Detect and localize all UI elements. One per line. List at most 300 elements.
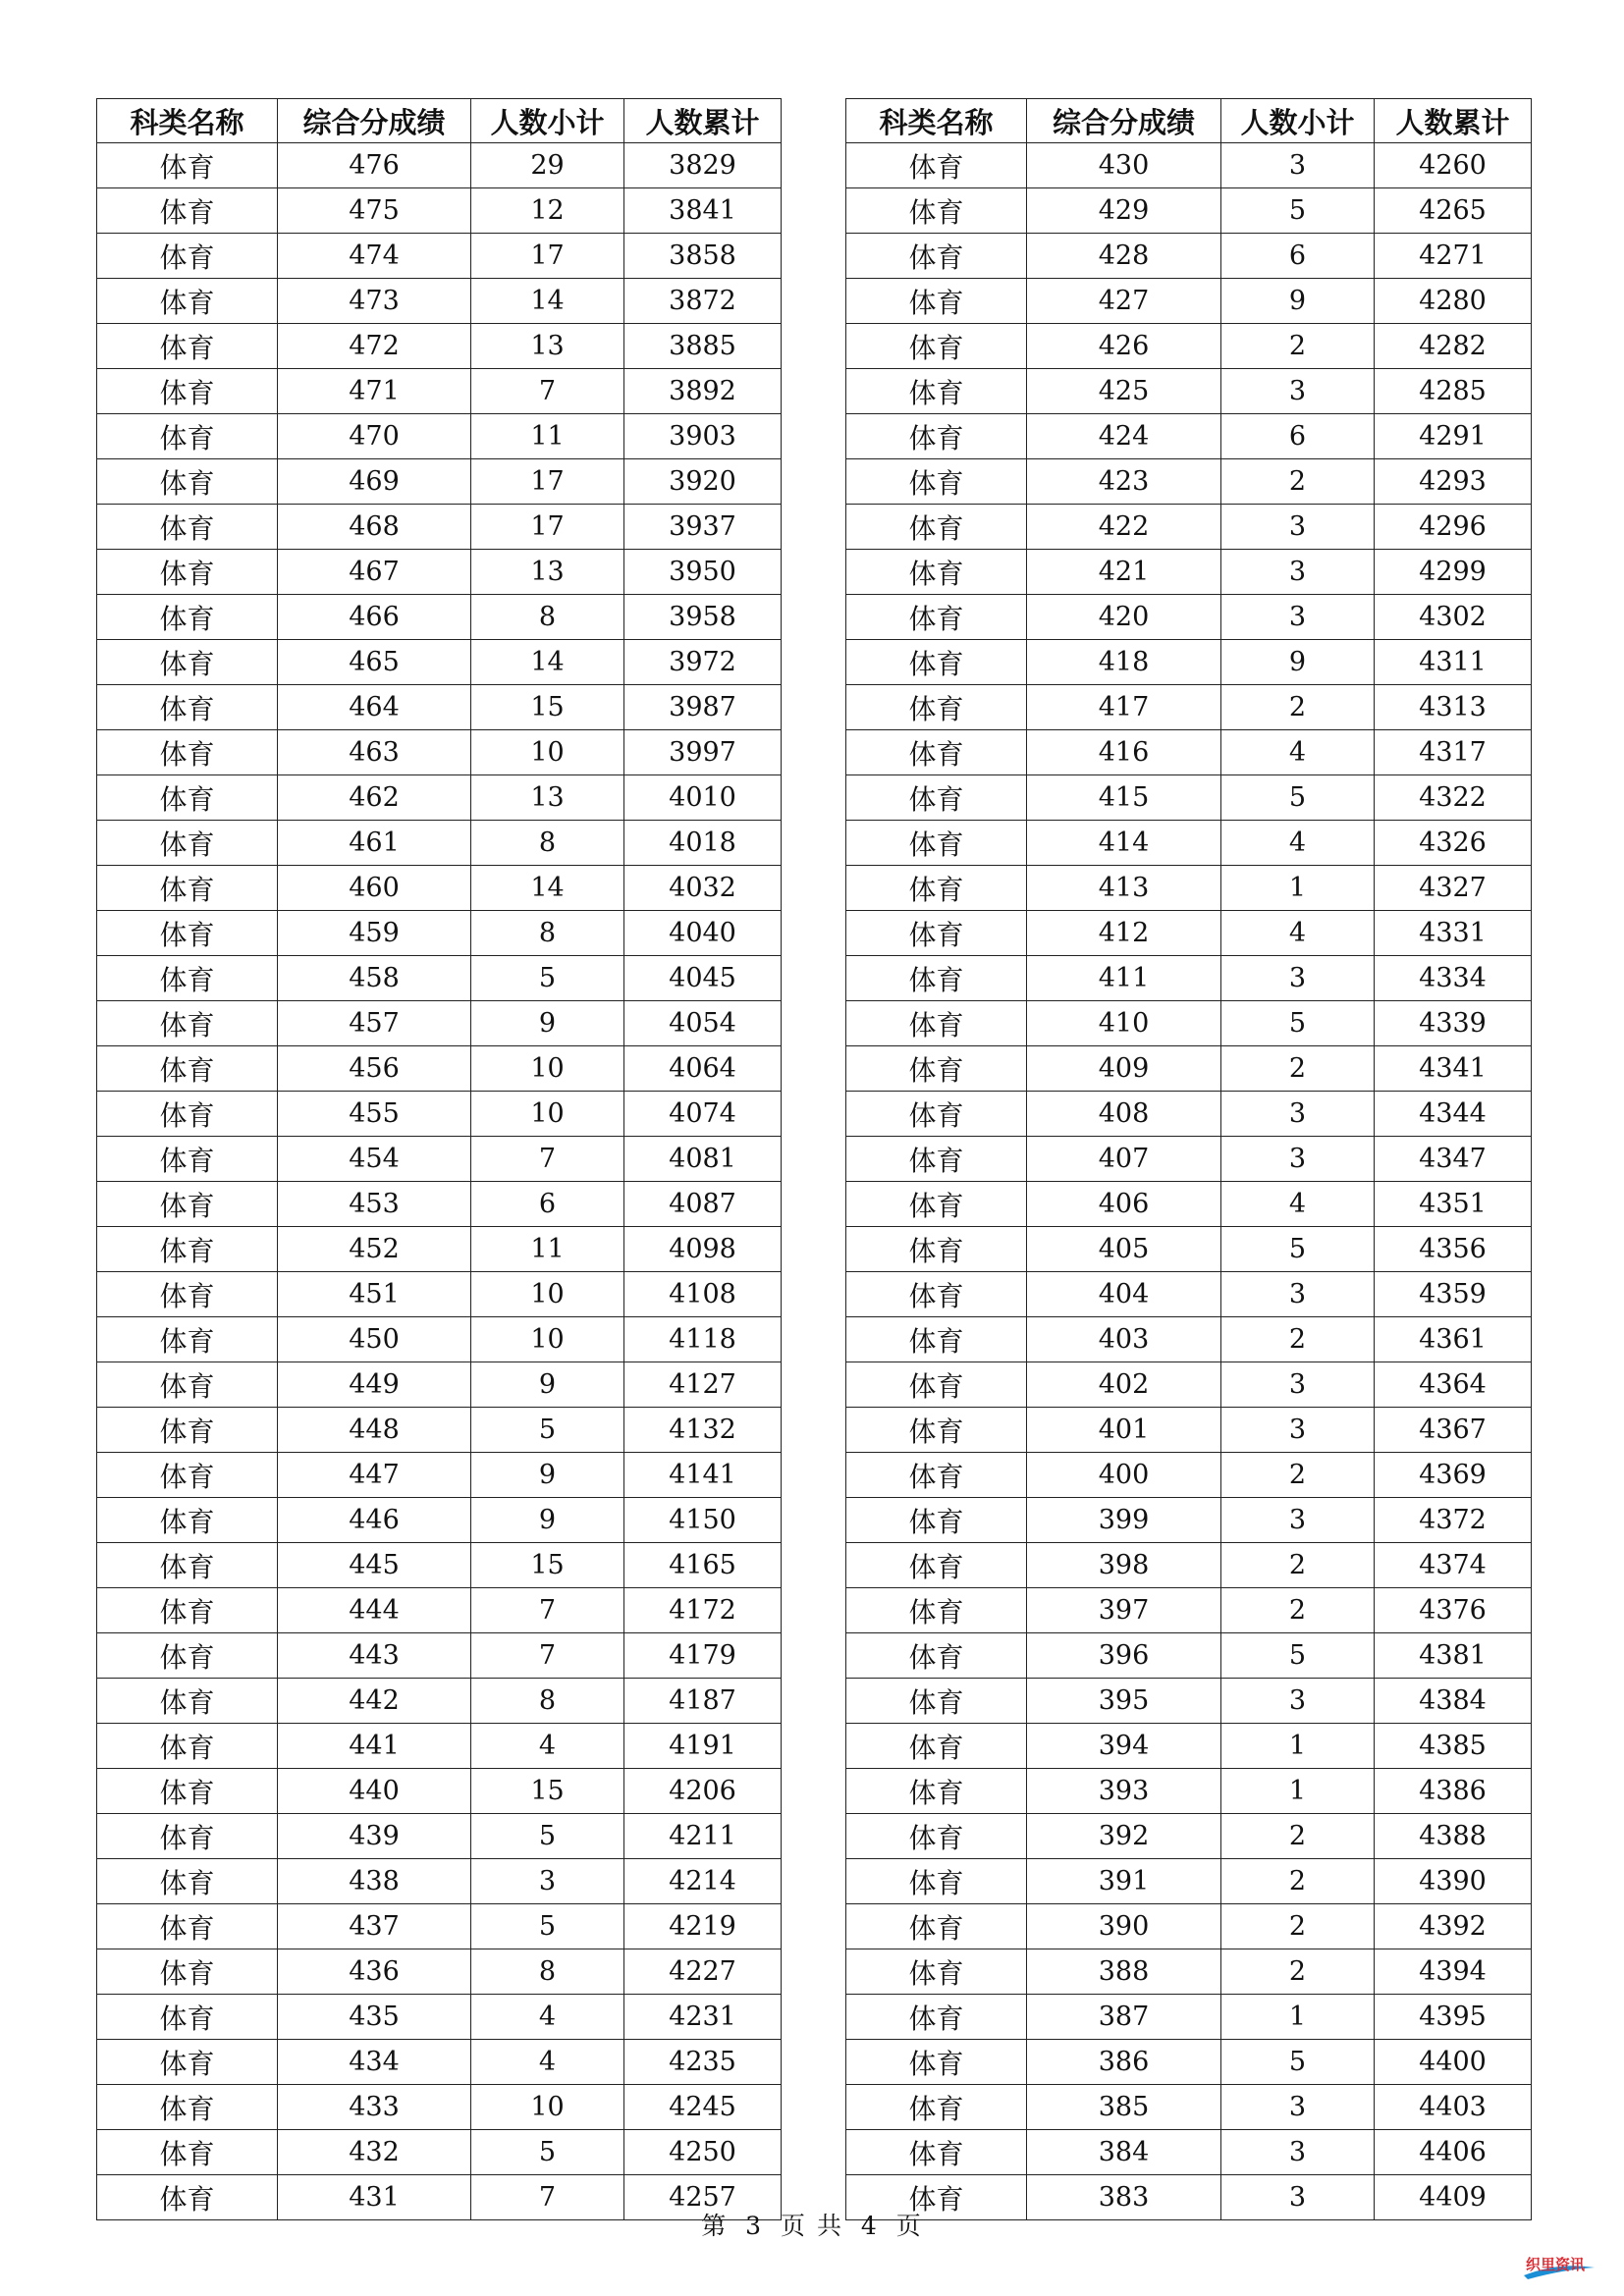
- cell-count: 5: [1221, 1227, 1375, 1272]
- table-row: [846, 2130, 1532, 2175]
- cell-category: 体育: [97, 234, 278, 279]
- cell-score: 420: [1027, 595, 1221, 640]
- cell-score: 432: [278, 2130, 471, 2175]
- cell-count: 3: [1221, 505, 1375, 550]
- cell-score: 401: [1027, 1408, 1221, 1453]
- cell-category: 体育: [846, 459, 1027, 505]
- cell-score: 406: [1027, 1182, 1221, 1227]
- table-row: [97, 234, 782, 279]
- cell-category: 体育: [846, 1814, 1027, 1859]
- cell-cumulative: 4141: [624, 1453, 782, 1498]
- table-row: [846, 1453, 1532, 1498]
- cell-cumulative: 4347: [1375, 1137, 1532, 1182]
- cell-count: 3: [1221, 956, 1375, 1001]
- table-row: [846, 685, 1532, 730]
- table-header-row: [97, 99, 782, 143]
- table-row: [97, 2085, 782, 2130]
- cell-count: 4: [471, 2040, 624, 2085]
- table-row: [846, 1227, 1532, 1272]
- cell-cumulative: 3950: [624, 550, 782, 595]
- cell-category: 体育: [846, 1588, 1027, 1633]
- table-row: [97, 775, 782, 821]
- table-header-row: [846, 99, 1532, 143]
- cell-score: 461: [278, 821, 471, 866]
- cell-category: 体育: [97, 1724, 278, 1769]
- cell-cumulative: 4087: [624, 1182, 782, 1227]
- cell-cumulative: 4394: [1375, 1949, 1532, 1995]
- cell-cumulative: 4172: [624, 1588, 782, 1633]
- cell-count: 3: [1221, 1137, 1375, 1182]
- cell-count: 10: [471, 1317, 624, 1362]
- cell-count: 8: [471, 821, 624, 866]
- cell-count: 4: [1221, 730, 1375, 775]
- table-row: [846, 234, 1532, 279]
- table-row: [846, 595, 1532, 640]
- cell-category: 体育: [97, 956, 278, 1001]
- cell-count: 14: [471, 866, 624, 911]
- cell-cumulative: 4386: [1375, 1769, 1532, 1814]
- cell-score: 440: [278, 1769, 471, 1814]
- cell-cumulative: 4384: [1375, 1679, 1532, 1724]
- cell-cumulative: 3987: [624, 685, 782, 730]
- cell-score: 468: [278, 505, 471, 550]
- table-row: [846, 550, 1532, 595]
- cell-score: 447: [278, 1453, 471, 1498]
- footer-prefix: 第: [701, 2212, 729, 2240]
- cell-cumulative: 4367: [1375, 1408, 1532, 1453]
- cell-cumulative: 3920: [624, 459, 782, 505]
- cell-category: 体育: [846, 1543, 1027, 1588]
- cell-count: 10: [471, 1046, 624, 1092]
- cell-count: 10: [471, 730, 624, 775]
- cell-cumulative: 4400: [1375, 2040, 1532, 2085]
- cell-cumulative: 4214: [624, 1859, 782, 1904]
- cell-score: 408: [1027, 1092, 1221, 1137]
- cell-score: 428: [1027, 234, 1221, 279]
- table-row: [846, 1362, 1532, 1408]
- cell-count: 10: [471, 1092, 624, 1137]
- table-row: [97, 505, 782, 550]
- table-row: [97, 1588, 782, 1633]
- table-row: [846, 1046, 1532, 1092]
- cell-count: 7: [471, 1633, 624, 1679]
- cell-category: 体育: [846, 1001, 1027, 1046]
- cell-cumulative: 4341: [1375, 1046, 1532, 1092]
- cell-score: 429: [1027, 188, 1221, 234]
- cell-cumulative: 4296: [1375, 505, 1532, 550]
- header-cumulative: 人数累计: [624, 99, 782, 143]
- cell-category: 体育: [846, 1272, 1027, 1317]
- cell-count: 9: [471, 1001, 624, 1046]
- cell-category: 体育: [846, 279, 1027, 324]
- cell-cumulative: 4372: [1375, 1498, 1532, 1543]
- table-row: [846, 956, 1532, 1001]
- cell-score: 455: [278, 1092, 471, 1137]
- cell-score: 396: [1027, 1633, 1221, 1679]
- cell-count: 29: [471, 143, 624, 188]
- cell-category: 体育: [97, 2040, 278, 2085]
- cell-score: 407: [1027, 1137, 1221, 1182]
- cell-cumulative: 4390: [1375, 1859, 1532, 1904]
- cell-category: 体育: [846, 1137, 1027, 1182]
- cell-score: 443: [278, 1633, 471, 1679]
- table-row: [846, 911, 1532, 956]
- cell-count: 3: [1221, 2175, 1375, 2220]
- cell-cumulative: 3858: [624, 234, 782, 279]
- cell-count: 3: [1221, 1272, 1375, 1317]
- cell-count: 3: [1221, 1679, 1375, 1724]
- cell-count: 5: [471, 2130, 624, 2175]
- cell-score: 469: [278, 459, 471, 505]
- cell-count: 1: [1221, 1995, 1375, 2040]
- cell-count: 8: [471, 1679, 624, 1724]
- cell-count: 13: [471, 775, 624, 821]
- table-row: [97, 1814, 782, 1859]
- cell-cumulative: 4285: [1375, 369, 1532, 414]
- cell-category: 体育: [846, 1633, 1027, 1679]
- cell-category: 体育: [846, 369, 1027, 414]
- table-row: [846, 1814, 1532, 1859]
- header-cumulative: 人数累计: [1375, 99, 1532, 143]
- table-row: [846, 459, 1532, 505]
- cell-category: 体育: [97, 550, 278, 595]
- cell-score: 433: [278, 2085, 471, 2130]
- cell-count: 2: [1221, 1859, 1375, 1904]
- cell-score: 459: [278, 911, 471, 956]
- cell-score: 417: [1027, 685, 1221, 730]
- cell-cumulative: 4187: [624, 1679, 782, 1724]
- table-row: [846, 1092, 1532, 1137]
- cell-category: 体育: [97, 279, 278, 324]
- cell-category: 体育: [846, 1092, 1027, 1137]
- cell-count: 7: [471, 1137, 624, 1182]
- table-row: [97, 1859, 782, 1904]
- table-row: [846, 2085, 1532, 2130]
- cell-category: 体育: [846, 866, 1027, 911]
- cell-score: 414: [1027, 821, 1221, 866]
- cell-count: 14: [471, 279, 624, 324]
- cell-category: 体育: [97, 1588, 278, 1633]
- cell-category: 体育: [97, 685, 278, 730]
- watermark-logo: [1520, 2246, 1598, 2285]
- cell-score: 467: [278, 550, 471, 595]
- table-row: [846, 143, 1532, 188]
- header-count: 人数小计: [1221, 99, 1375, 143]
- cell-category: 体育: [97, 1949, 278, 1995]
- table-row: [846, 1137, 1532, 1182]
- cell-score: 439: [278, 1814, 471, 1859]
- cell-category: 体育: [846, 2175, 1027, 2220]
- cell-cumulative: 4150: [624, 1498, 782, 1543]
- cell-score: 454: [278, 1137, 471, 1182]
- cell-cumulative: 4010: [624, 775, 782, 821]
- header-category: 科类名称: [846, 99, 1027, 143]
- cell-count: 5: [1221, 1633, 1375, 1679]
- cell-score: 441: [278, 1724, 471, 1769]
- cell-cumulative: 4165: [624, 1543, 782, 1588]
- cell-count: 4: [471, 1724, 624, 1769]
- cell-cumulative: 4132: [624, 1408, 782, 1453]
- cell-score: 418: [1027, 640, 1221, 685]
- cell-cumulative: 4235: [624, 2040, 782, 2085]
- cell-count: 7: [471, 2175, 624, 2220]
- cell-count: 3: [1221, 1408, 1375, 1453]
- cell-count: 4: [1221, 1182, 1375, 1227]
- cell-category: 体育: [97, 1498, 278, 1543]
- cell-cumulative: 3997: [624, 730, 782, 775]
- cell-score: 444: [278, 1588, 471, 1633]
- cell-cumulative: 4311: [1375, 640, 1532, 685]
- cell-category: 体育: [846, 414, 1027, 459]
- cell-score: 388: [1027, 1949, 1221, 1995]
- cell-category: 体育: [97, 595, 278, 640]
- cell-category: 体育: [846, 1769, 1027, 1814]
- cell-category: 体育: [97, 1814, 278, 1859]
- table-row: [97, 1317, 782, 1362]
- cell-score: 427: [1027, 279, 1221, 324]
- table-row: [846, 1317, 1532, 1362]
- cell-cumulative: 4409: [1375, 2175, 1532, 2220]
- cell-score: 463: [278, 730, 471, 775]
- cell-count: 11: [471, 1227, 624, 1272]
- cell-score: 399: [1027, 1498, 1221, 1543]
- cell-score: 412: [1027, 911, 1221, 956]
- cell-category: 体育: [97, 775, 278, 821]
- cell-cumulative: 4219: [624, 1904, 782, 1949]
- cell-cumulative: 3885: [624, 324, 782, 369]
- cell-count: 17: [471, 234, 624, 279]
- cell-count: 15: [471, 1543, 624, 1588]
- cell-cumulative: 4344: [1375, 1092, 1532, 1137]
- table-row: [97, 1633, 782, 1679]
- cell-cumulative: 4245: [624, 2085, 782, 2130]
- cell-score: 438: [278, 1859, 471, 1904]
- table-row: [846, 821, 1532, 866]
- cell-category: 体育: [846, 1182, 1027, 1227]
- cell-cumulative: 4018: [624, 821, 782, 866]
- cell-score: 472: [278, 324, 471, 369]
- table-row: [97, 369, 782, 414]
- table-row: [846, 1543, 1532, 1588]
- cell-score: 449: [278, 1362, 471, 1408]
- table-row: [97, 1904, 782, 1949]
- cell-cumulative: 3972: [624, 640, 782, 685]
- cell-cumulative: 4179: [624, 1633, 782, 1679]
- cell-score: 391: [1027, 1859, 1221, 1904]
- cell-count: 11: [471, 414, 624, 459]
- cell-category: 体育: [846, 2040, 1027, 2085]
- cell-category: 体育: [846, 1724, 1027, 1769]
- table-row: [97, 1498, 782, 1543]
- cell-score: 442: [278, 1679, 471, 1724]
- cell-count: 3: [1221, 2085, 1375, 2130]
- cell-count: 3: [1221, 550, 1375, 595]
- cell-count: 1: [1221, 866, 1375, 911]
- cell-cumulative: 4054: [624, 1001, 782, 1046]
- cell-count: 2: [1221, 1453, 1375, 1498]
- cell-category: 体育: [846, 1679, 1027, 1724]
- cell-count: 3: [1221, 1362, 1375, 1408]
- cell-cumulative: 3841: [624, 188, 782, 234]
- cell-category: 体育: [846, 730, 1027, 775]
- cell-cumulative: 4395: [1375, 1995, 1532, 2040]
- cell-cumulative: 4045: [624, 956, 782, 1001]
- table-row: [97, 1227, 782, 1272]
- cell-category: 体育: [846, 956, 1027, 1001]
- table-row: [846, 1769, 1532, 1814]
- table-row: [97, 730, 782, 775]
- cell-category: 体育: [97, 1317, 278, 1362]
- cell-category: 体育: [97, 414, 278, 459]
- cell-count: 5: [471, 1814, 624, 1859]
- table-row: [97, 1001, 782, 1046]
- cell-category: 体育: [97, 1453, 278, 1498]
- cell-score: 434: [278, 2040, 471, 2085]
- table-row: [97, 143, 782, 188]
- cell-cumulative: 4127: [624, 1362, 782, 1408]
- table-row: [846, 1995, 1532, 2040]
- cell-score: 390: [1027, 1904, 1221, 1949]
- cell-cumulative: 4032: [624, 866, 782, 911]
- cell-category: 体育: [846, 1317, 1027, 1362]
- table-row: [846, 2040, 1532, 2085]
- table-row: [97, 640, 782, 685]
- cell-cumulative: 3829: [624, 143, 782, 188]
- cell-cumulative: 4191: [624, 1724, 782, 1769]
- cell-score: 474: [278, 234, 471, 279]
- cell-cumulative: 3892: [624, 369, 782, 414]
- table-row: [97, 1769, 782, 1814]
- cell-category: 体育: [846, 1498, 1027, 1543]
- cell-score: 457: [278, 1001, 471, 1046]
- cell-count: 9: [1221, 640, 1375, 685]
- table-row: [97, 821, 782, 866]
- cell-count: 2: [1221, 1814, 1375, 1859]
- table-row: [97, 324, 782, 369]
- cell-count: 13: [471, 324, 624, 369]
- cell-score: 423: [1027, 459, 1221, 505]
- cell-score: 398: [1027, 1543, 1221, 1588]
- table-row: [846, 1498, 1532, 1543]
- table-row: [846, 1859, 1532, 1904]
- table-row: [846, 1949, 1532, 1995]
- cell-category: 体育: [846, 2130, 1027, 2175]
- cell-count: 6: [1221, 414, 1375, 459]
- cell-score: 456: [278, 1046, 471, 1092]
- cell-score: 435: [278, 1995, 471, 2040]
- cell-count: 2: [1221, 1543, 1375, 1588]
- cell-category: 体育: [97, 2130, 278, 2175]
- cell-category: 体育: [846, 1949, 1027, 1995]
- cell-score: 387: [1027, 1995, 1221, 2040]
- table-row: [97, 1092, 782, 1137]
- cell-score: 403: [1027, 1317, 1221, 1362]
- table-row: [846, 866, 1532, 911]
- cell-cumulative: 4282: [1375, 324, 1532, 369]
- cell-cumulative: 3903: [624, 414, 782, 459]
- table-row: [97, 1182, 782, 1227]
- cell-cumulative: 4118: [624, 1317, 782, 1362]
- cell-count: 12: [471, 188, 624, 234]
- header-count: 人数小计: [471, 99, 624, 143]
- cell-cumulative: 4293: [1375, 459, 1532, 505]
- cell-score: 415: [1027, 775, 1221, 821]
- cell-category: 体育: [846, 911, 1027, 956]
- footer-mid: 页 共: [781, 2212, 843, 2240]
- cell-score: 446: [278, 1498, 471, 1543]
- cell-cumulative: 4392: [1375, 1904, 1532, 1949]
- cell-score: 476: [278, 143, 471, 188]
- table-row: [846, 1182, 1532, 1227]
- cell-count: 4: [1221, 911, 1375, 956]
- cell-score: 385: [1027, 2085, 1221, 2130]
- cell-category: 体育: [846, 640, 1027, 685]
- cell-score: 475: [278, 188, 471, 234]
- cell-score: 384: [1027, 2130, 1221, 2175]
- cell-score: 466: [278, 595, 471, 640]
- cell-category: 体育: [97, 188, 278, 234]
- cell-score: 471: [278, 369, 471, 414]
- cell-category: 体育: [97, 1769, 278, 1814]
- cell-count: 2: [1221, 1588, 1375, 1633]
- cell-count: 3: [1221, 1092, 1375, 1137]
- cell-score: 437: [278, 1904, 471, 1949]
- table-row: [846, 505, 1532, 550]
- cell-count: 2: [1221, 324, 1375, 369]
- cell-count: 9: [471, 1453, 624, 1498]
- cell-category: 体育: [846, 685, 1027, 730]
- cell-cumulative: 4280: [1375, 279, 1532, 324]
- cell-count: 8: [471, 595, 624, 640]
- cell-cumulative: 4265: [1375, 188, 1532, 234]
- table-row: [846, 1633, 1532, 1679]
- cell-cumulative: 4326: [1375, 821, 1532, 866]
- cell-category: 体育: [846, 234, 1027, 279]
- cell-score: 402: [1027, 1362, 1221, 1408]
- cell-category: 体育: [97, 1092, 278, 1137]
- cell-category: 体育: [97, 640, 278, 685]
- table-row: [97, 1453, 782, 1498]
- cell-score: 465: [278, 640, 471, 685]
- cell-count: 8: [471, 911, 624, 956]
- cell-category: 体育: [97, 1408, 278, 1453]
- cell-category: 体育: [97, 1859, 278, 1904]
- cell-count: 2: [1221, 1046, 1375, 1092]
- cell-score: 451: [278, 1272, 471, 1317]
- cell-category: 体育: [846, 1453, 1027, 1498]
- table-row: [97, 459, 782, 505]
- table-row: [97, 685, 782, 730]
- cell-category: 体育: [97, 1182, 278, 1227]
- cell-score: 464: [278, 685, 471, 730]
- cell-count: 17: [471, 505, 624, 550]
- cell-count: 6: [1221, 234, 1375, 279]
- cell-cumulative: 4260: [1375, 143, 1532, 188]
- cell-score: 413: [1027, 866, 1221, 911]
- table-row: [846, 730, 1532, 775]
- cell-cumulative: 4388: [1375, 1814, 1532, 1859]
- cell-category: 体育: [97, 1046, 278, 1092]
- header-score: 综合分成绩: [278, 99, 471, 143]
- cell-cumulative: 4064: [624, 1046, 782, 1092]
- table-row: [846, 1272, 1532, 1317]
- cell-count: 2: [1221, 1949, 1375, 1995]
- cell-score: 400: [1027, 1453, 1221, 1498]
- cell-count: 3: [1221, 143, 1375, 188]
- table-row: [97, 188, 782, 234]
- cell-count: 5: [1221, 2040, 1375, 2085]
- cell-cumulative: 3872: [624, 279, 782, 324]
